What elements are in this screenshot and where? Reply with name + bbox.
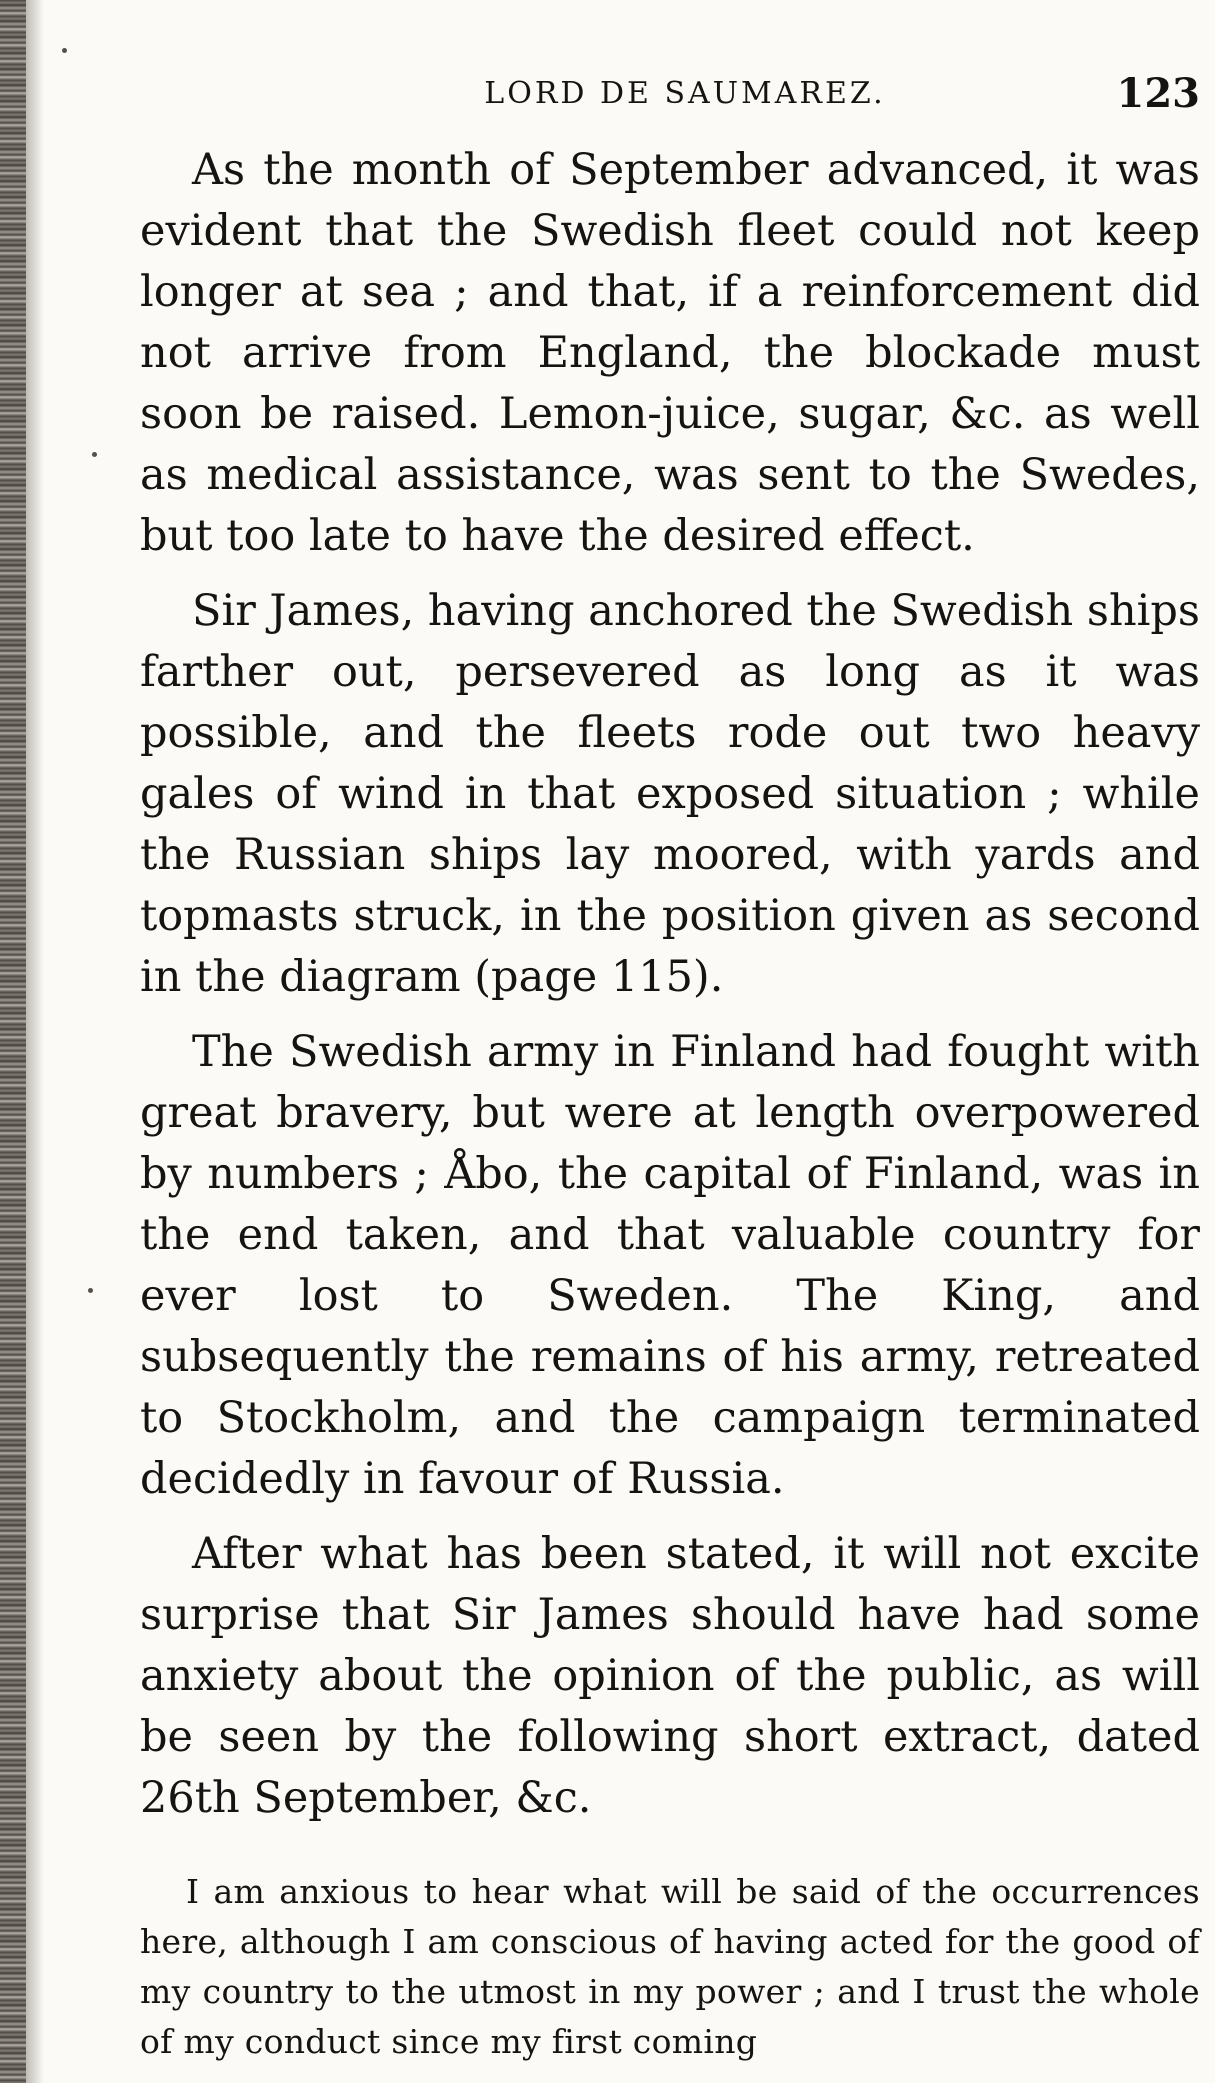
paragraph: After what has been stated, it will not excite surprise that Sir James should have had some anxiety about the opinion of the public, as will be seen by the following short extract, dated 26th September, &c. bbox=[140, 1529, 1200, 1823]
paragraph: Sir James, having anchored the Swedish ships farther out, persevered as long as it was possible, and the fleets rode out two heavy gales of wind in that exposed situation ; while the Russian ships lay moored, with yards and topmasts struck, in the position given as second in the diagram (page 115). bbox=[140, 586, 1201, 1002]
letter-paragraph: I am anxious to hear what will be said of the occurrences here, although I am conscious of having acted for the good of my country to the utmost in my power ; and I trust the whole of my conduct since my first coming bbox=[140, 1872, 1200, 2061]
book-page bbox=[140, 70, 1200, 2067]
paper-speck bbox=[62, 48, 67, 53]
paper-speck bbox=[88, 1288, 93, 1293]
paper-speck bbox=[92, 452, 97, 457]
binding-shadow bbox=[26, 0, 44, 2083]
paragraph: The Swedish army in Finland had fought with great bravery, but were at length overpowered by numbers ; Åbo, the capital of Finland, was in the end taken, and that valuable country for ever lost to Sweden. The King, and subsequently the remains of his army, retreated to Stockholm, and the campaign terminated decidedly in favour of Russia. bbox=[140, 1027, 1200, 1504]
paragraph: As the month of September advanced, it was evident that the Swedish fleet could not keep longer at sea ; and that, if a reinforcement did not arrive from England, the blockade must soon be raised. Lemon-juice, sugar, &c. as well as medical assistance, was sent to the Swedes, but too late to have the desired effect. bbox=[140, 145, 1200, 561]
page-number: 123 bbox=[1116, 70, 1200, 117]
running-title: LORD DE SAUMAREZ. bbox=[484, 76, 886, 111]
running-head bbox=[140, 70, 1200, 118]
book-binding-edge bbox=[0, 0, 26, 2083]
letter-extract bbox=[140, 1867, 1200, 2067]
body-text bbox=[140, 140, 1200, 1829]
